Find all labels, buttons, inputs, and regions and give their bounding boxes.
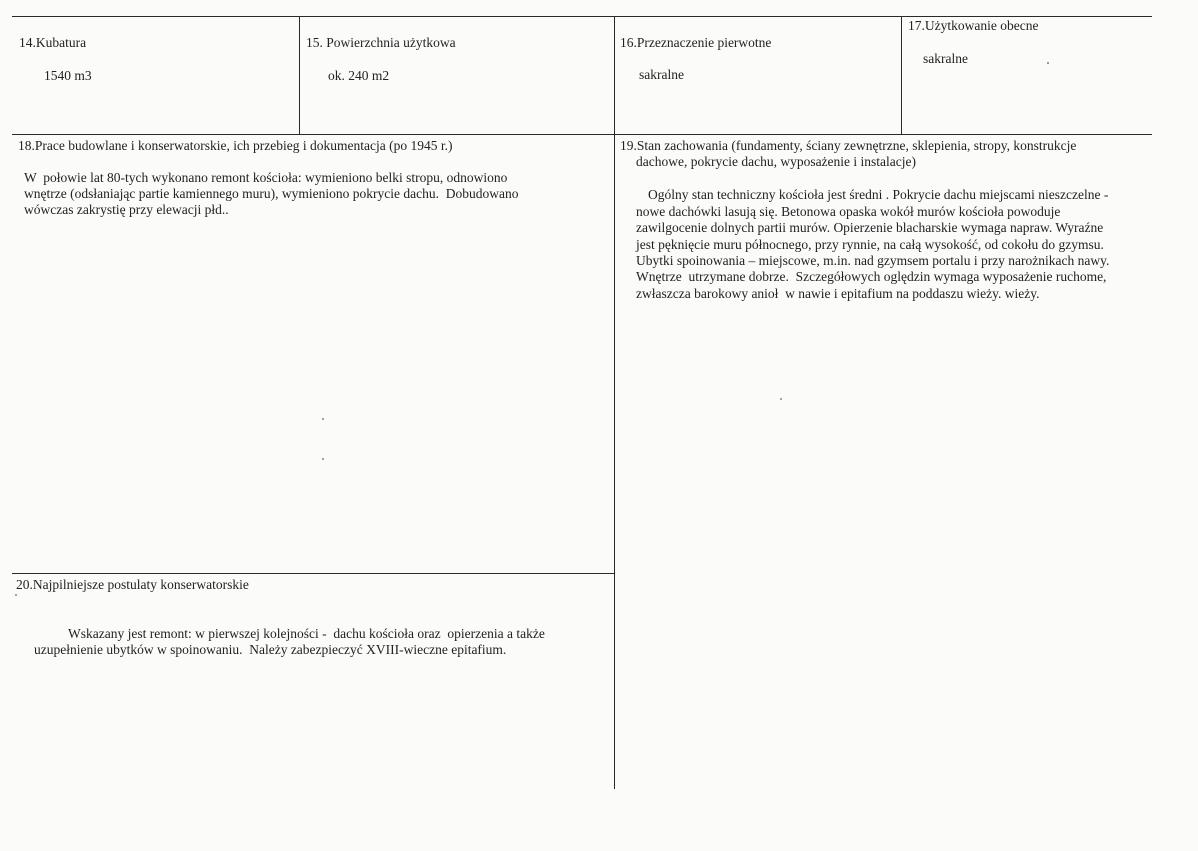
prace-line-2: wnętrze (odsłaniając partie kamiennego muru), wymieniono pokrycie dachu. Dobudowano — [24, 186, 519, 201]
stan-label-line-1: 19.Stan zachowania (fundamenty, ściany zewnętrzne, sklepienia, stropy, konstrukcje — [620, 138, 1077, 153]
scan-speck — [322, 458, 324, 460]
scan-speck — [15, 594, 17, 596]
stan-line-3: zawilgocenie dolnych partii murów. Opierzenie blacharskie wymaga napraw. Wyraźne — [636, 220, 1104, 235]
postulaty-line-2: uzupełnienie ubytków w spoinowaniu. Należy zabezpieczyć XVIII-wieczne epitafium. — [34, 642, 507, 657]
stan-line-6: Wnętrze utrzymane dobrze. Szczegółowych oględzin wymaga wyposażenie ruchome, — [636, 269, 1107, 284]
powierzchnia-label: 15. Powierzchnia użytkowa — [306, 35, 456, 50]
prace-line-3: wówczas zakrystię przy elewacji płd.. — [24, 202, 229, 217]
stan-line-5: Ubytki spoinowania – miejscowe, m.in. nad gzymsem portalu i przy narożnikach nawy. — [636, 253, 1110, 268]
prace-label: 18.Prace budowlane i konserwatorskie, ich przebieg i dokumentacja (po 1945 r.) — [18, 138, 453, 153]
postulaty-line-1: Wskazany jest remont: w pierwszej kolejności - dachu kościoła oraz opierzenia a także — [68, 626, 545, 641]
stan-line-7: zwłaszcza barokowy anioł w nawie i epitafium na poddaszu wieży. wieży. — [636, 286, 1040, 301]
scan-speck — [780, 398, 782, 400]
row1-divider-3 — [901, 16, 902, 134]
scan-speck — [322, 418, 324, 420]
uzytkowanie-label: 17.Użytkowanie obecne — [908, 18, 1039, 33]
prace-line-1: W połowie lat 80-tych wykonano remont kościoła: wymieniono belki stropu, odnowiono — [24, 170, 508, 185]
uzytkowanie-value: sakralne — [923, 51, 968, 66]
kubatura-label: 14.Kubatura — [19, 35, 87, 50]
kubatura-value: 1540 m3 — [44, 68, 92, 83]
stan-label-line-2: dachowe, pokrycie dachu, wyposażenie i instalacje) — [636, 154, 917, 169]
scan-speck — [1047, 62, 1049, 64]
przeznaczenie-value: sakralne — [639, 67, 684, 82]
przeznaczenie-label: 16.Przeznaczenie pierwotne — [620, 35, 772, 50]
stan-line-4: jest pęknięcie muru północnego, przy rynnie, na całą wysokość, od cokołu do gzymsu. — [636, 237, 1104, 252]
row3-rule — [12, 573, 615, 574]
stan-line-2: nowe dachówki lasują się. Betonowa opaska wokół murów kościoła powoduje — [636, 204, 1061, 219]
postulaty-label: 20.Najpilniejsze postulaty konserwatorskie — [16, 577, 249, 592]
center-vertical-rule — [614, 134, 615, 789]
row1-divider-1 — [299, 16, 300, 134]
row1-divider-2 — [614, 16, 615, 134]
powierzchnia-value: ok. 240 m2 — [328, 68, 390, 83]
stan-line-1: Ogólny stan techniczny kościoła jest średni . Pokrycie dachu miejscami nieszczelne - — [648, 187, 1109, 202]
row2-rule — [12, 134, 1152, 135]
